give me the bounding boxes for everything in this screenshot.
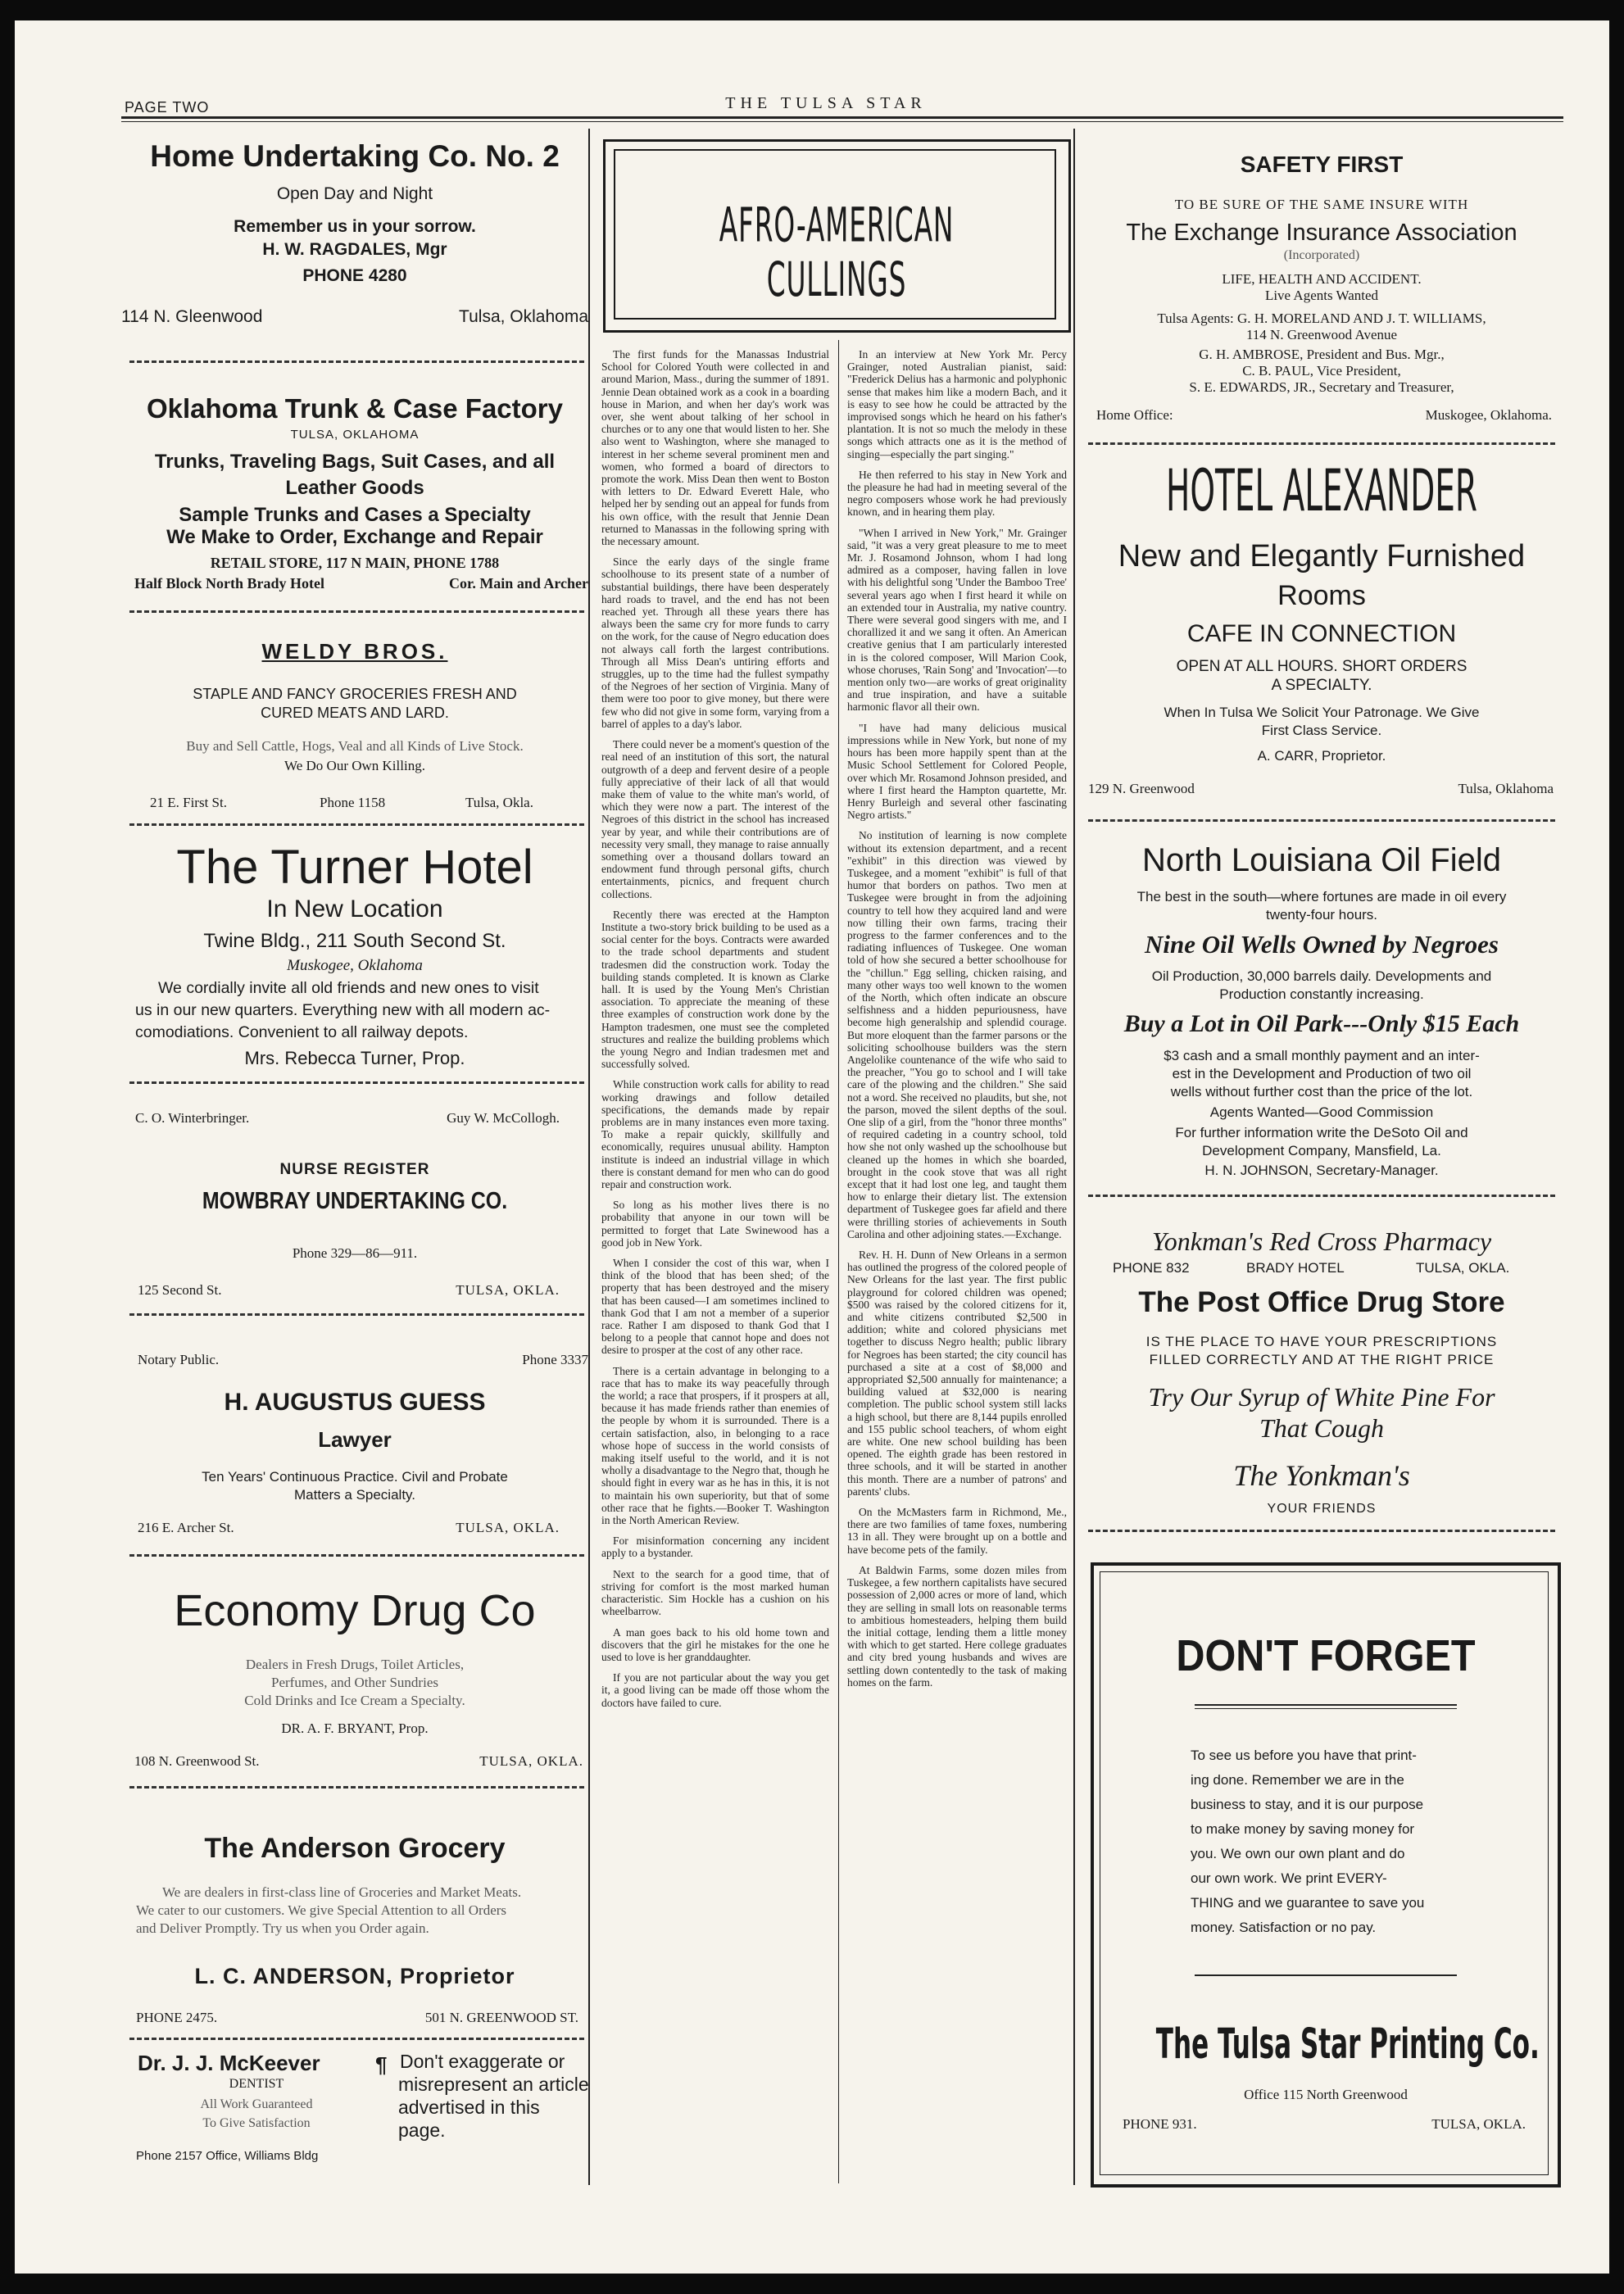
ad-text: Dealers in Fresh Drugs, Toilet Articles, — [245, 1657, 465, 1672]
ad-text: The Yonkman's — [1233, 1459, 1410, 1492]
ad-text: Phone 3337 — [522, 1352, 588, 1367]
ad-title: The Anderson Grocery — [204, 1833, 506, 1864]
ad-text: Cor. Main and Archer — [448, 575, 588, 592]
ad-text: money. Satisfaction or no pay. — [1191, 1920, 1377, 1935]
ad-text: H. N. JOHNSON, Secretary-Manager. — [1204, 1163, 1439, 1178]
ad-text: New and Elegantly Furnished — [1118, 539, 1526, 574]
ad-rule — [1195, 1704, 1457, 1706]
ad-text: Twine Bldg., 211 South Second St. — [203, 930, 506, 952]
ad-text: Agents Wanted—Good Commission — [1209, 1104, 1434, 1120]
article-paragraph: When I consider the cost of this war, when I think of the blood that has been shed; of the property that has been destroyed and the misery that has been caused—I am sometimes inclined to thank God that I am not a member of a superior race. Rather I am disposed to thank God that I belong to a people that cannot hope and does not desire to prosper at the cost of any other race. — [601, 1257, 829, 1357]
ad-title: HOTEL ALEXANDER — [1165, 457, 1478, 524]
ad-address: 125 Second St. — [138, 1282, 222, 1298]
article-paragraph: There is a certain advantage in belonging to a race that has to make its way peacefully through the world; a race that prospers, if it prospers at all, because it has made friends rather than enemies of the people by whom it is surrounded. There is a certain satisfaction, also, in belonging to a race whose hope of success in the world consists of making itself useful to the world, and it is not wholly a disadvantage to the Negro that, though he should fight in every war as he has in this, it is not to maintain his own superiority, but that of some other race that he fights.—Booker T. Washington in the North American Review. — [601, 1364, 829, 1527]
ad-text: Oil Production, 30,000 barrels daily. Developments and — [1151, 968, 1492, 984]
article-paragraph: Since the early days of the single frame schoolhouse to its present state of a number of substantial buildings, there have been desperately hard roads to travel, and the end has not been reached yet. Through all these years there has always been the same cry for more funds to carry on the work, for the cause of Negro education does not always call forth the largest contributions. Through all Miss Dean's untiring efforts and struggles, up to the time had the fullest sympathy of the Negroes of her section of Virginia. Many of them were too poor to give money, but there were few who did not give in some form, varying from a barrel of apples to a day's labor. — [601, 555, 829, 730]
page-number: PAGE TWO — [125, 99, 210, 116]
ad-text: When In Tulsa We Solicit Your Patronage. We Give — [1164, 705, 1480, 720]
cullings-title: AFRO-AMERICAN CULLINGS — [719, 198, 955, 308]
ad-title: Oklahoma Trunk & Case Factory — [146, 393, 563, 424]
ad-title: Dr. J. J. McKeever — [138, 2051, 320, 2075]
ad-text: We Make to Order, Exchange and Repair — [166, 526, 543, 548]
ad-text: Live Agents Wanted — [1264, 288, 1379, 303]
ad-phone: Phone 329—86—911. — [292, 1245, 418, 1261]
article-paragraph: Recently there was erected at the Hampton Institute a two-story brick building to be used as a social center for the boys. Contracts were awarded to the trade school departments and student tradesmen did the construction work. Today the building stands completed. It is known as Clarke hall. It is used by the Young Men's Christian association. To appreciate the meaning of these three examples of construction work done by the Hampton tradesmen, one must see the completed structures and realize the building problems which the young Negro and Indian tradesmen met and successfully solved. — [601, 908, 829, 1071]
ad-text: our own work. We print EVERY- — [1191, 1870, 1387, 1886]
ad-text: That Cough — [1259, 1413, 1385, 1443]
ad-address: 114 N. Gleenwood — [121, 307, 263, 326]
divider — [129, 1081, 584, 1084]
ad-text: Office 115 North Greenwood — [1244, 2087, 1408, 2102]
ad-rule — [1195, 1974, 1457, 1976]
ad-text: Muskogee, Oklahoma — [287, 957, 423, 974]
ad-city: Muskogee, Oklahoma. — [1425, 407, 1552, 423]
ad-text: BRADY HOTEL — [1246, 1260, 1345, 1276]
divider — [1088, 819, 1555, 822]
ad-footer — [1096, 407, 1552, 424]
ad-title: Economy Drug Co — [174, 1586, 536, 1635]
article-paragraph: There could never be a moment's question of the real need of an institution of this sort, the natural outgrowth of a deep and fervent desire of a people fully appreciative of their lack of all that would make them of value to the white man's world, of which they were now a part. The interest of the Negroes of this district in the school has increased year by year, and while their contributions are of necessity very small, they manage to raise annually something over a thousand dollars toward an endowment fund through personal gifts, church entertainments, picnics, and frequent church collections. — [601, 738, 829, 900]
ad-footer — [134, 1753, 583, 1770]
divider — [129, 1313, 584, 1316]
article-paragraph: "When I arrived in New York," Mr. Grainger said, "it was a very great pleasure to me to meet Mr. J. Rosamond Johnson, whom I had long admired as a composer, having fallen in love with his delightful song 'Under the Bamboo Tree' several years ago when I first heard it while on an extended tour in Australia, my native country. There were several good singers with me, and I chorallized it and we sang it often. An American creative genius that I am particularly interested in is the colored composer, Will Marion Cook, whose choruses, 'Rain Song' and 'Invocation'—to mention only two—are works of great originality and true inspiration, and have a suitable harmonic flavor all their own. — [847, 526, 1067, 714]
ad-text: and Deliver Promptly. Try us when you Order again. — [136, 1920, 429, 1936]
ad-text: page. — [398, 2119, 446, 2141]
ad-phone: Phone 1158 — [320, 795, 386, 810]
ad-text: THING and we guarantee to save you — [1191, 1895, 1425, 1911]
ad-header — [138, 1352, 588, 1368]
article-paragraph: Rev. H. H. Dunn of New Orleans in a sermon has outlined the progress of the colored people of New Orleans for the last year. The first public playground for colored children was opened; $500 was raised by the colored citizens for it, and white citizens contributed $2,500 in addition; white and colored physicians met together to discuss Negro health; public library for Negroes has been started; the city council has purchased a site at a cost of $8,000 and appropriated $2,500 annually for maintenance; a building valued at $32,000 is nearing completion. The public school system still lacks a high school, but there are 8,144 pupils enrolled and 155 public school teachers, of whom eight are white. One new school building has been opened. The eighth grade has been restored in three schools, and it will be started in another this month. There are a number of patrons' and parents' clubs. — [847, 1249, 1067, 1498]
article-paragraph: He then referred to his stay in New York and the pleasure he had had in meeting several of the negro composers whose work he had previously known, and in hearing them play. — [847, 468, 1067, 519]
article-paragraph: A man goes back to his old home town and discovers that the girl he mistakes for the one he used to love is her granddaughter. — [601, 1625, 829, 1663]
ad-address: 129 N. Greenwood — [1088, 781, 1195, 796]
ad-text: misrepresent an article — [398, 2074, 589, 2095]
ad-text: Perfumes, and Other Sundries — [271, 1675, 438, 1690]
ad-text: Sample Trunks and Cases a Specialty — [179, 504, 531, 526]
ad-title: SAFETY FIRST — [1240, 152, 1404, 177]
ad-text: business to stay, and it is our purpose — [1191, 1797, 1424, 1812]
ad-text: Don't exaggerate or — [400, 2051, 565, 2072]
ad-text: The Tulsa Star Printing Co. — [1155, 2020, 1540, 2068]
ad-text: We are dealers in first-class line of Groceries and Market Meats. — [162, 1884, 522, 1900]
ad-text: TULSA, OKLAHOMA — [290, 428, 420, 442]
ad-text: ing done. Remember we are in the — [1191, 1772, 1404, 1788]
ad-text: To Give Satisfaction — [202, 2116, 311, 2130]
ad-text: Cold Drinks and Ice Cream a Specialty. — [244, 1693, 465, 1708]
ad-text: L. C. ANDERSON, Proprietor — [194, 1964, 515, 1988]
ad-text: CURED MEATS AND LARD. — [261, 705, 449, 721]
ad-text: Ten Years' Continuous Practice. Civil and Probate — [202, 1469, 508, 1485]
ad-text: RETAIL STORE, 117 N MAIN, PHONE 1788 — [210, 555, 500, 571]
ad-text: First Class Service. — [1261, 723, 1382, 738]
ad-text: IS THE PLACE TO HAVE YOUR PRESCRIPTIONS — [1145, 1334, 1498, 1349]
ad-text: All Work Guaranteed — [200, 2097, 313, 2111]
ad-title: North Louisiana Oil Field — [1142, 842, 1501, 878]
ad-text: A SPECIALTY. — [1271, 677, 1372, 694]
divider — [129, 1554, 584, 1557]
ad-text: Lawyer — [318, 1427, 392, 1452]
ad-text: CAFE IN CONNECTION — [1186, 620, 1457, 647]
ad-footer — [1123, 2116, 1526, 2133]
article-paragraph: "I have had many delicious musical impressions while in New York, but none of my hours has been more happily spent than at the Music School Settlement for Colored People, over which Mr. Rosamond Johnson presided, and where I first heard the Hampton quartette, Mr. Henry Burleigh and several other fascinating Negro artists." — [847, 721, 1067, 822]
ad-text: Production constantly increasing. — [1219, 986, 1424, 1002]
ad-text: Open Day and Night — [276, 184, 433, 203]
column-rule-2 — [838, 340, 839, 2183]
ad-text: YOUR FRIENDS — [1267, 1502, 1377, 1516]
divider — [129, 823, 584, 826]
ad-text: STAPLE AND FANCY GROCERIES FRESH AND — [193, 686, 517, 702]
ad-address: 21 E. First St. — [150, 795, 227, 810]
ad-text: The Exchange Insurance Association — [1126, 220, 1517, 246]
ad-text: LIFE, HEALTH AND ACCIDENT. — [1222, 271, 1422, 287]
ad-phone: PHONE 4280 — [302, 266, 407, 285]
ad-text: $3 cash and a small monthly payment and an inter- — [1164, 1048, 1480, 1063]
article-paragraph: While construction work calls for ability to read working drawings and follow detailed specifications, the demands made by repair problems are in many instances even more taxing. To make a repair quickly, skillfully and economically, requires unusual ability. Hampton institute is indeed an industrial village in which there is constant demand for men who can do good repair and construction work. — [601, 1078, 829, 1190]
ad-phone: PHONE 2475. — [136, 2010, 218, 2025]
ad-title: DON'T FORGET — [1176, 1631, 1476, 1680]
ad-text: twenty-four hours. — [1265, 907, 1378, 923]
ad-text: Home Office: — [1096, 407, 1173, 423]
ad-text: Guy W. McCollogh. — [447, 1110, 560, 1126]
ad-city: Tulsa, Oklahoma — [1458, 781, 1554, 796]
divider — [1088, 442, 1555, 445]
ad-city: TULSA, OKLA. — [456, 1282, 560, 1298]
article-paragraph: No institution of learning is now complete without its extension department, and a recent "exhibit" in this direction was viewed by Tuskegee, and a moment "exhibit" is full of that humor that borders on pathos. Two men at Tuskegee were brought in from the adjoining country to tell how they acquired land and were now tilling their own farms, tracing their progress to the farmer conferences and to the radiating influences of Tuskegee. One woman told of how she secured a better schoolhouse for the "chillun." Egg selling, chicken raising, and many other ways too well known to the women of the North, which often indicate an obscure selfishness and a hidden pepuriousness, have become high generalship and splendid courage. But more eloquent than the farmer parsons or the soliciting schoolhouse builders was the stern Angelolike countenance of the wife who said to the preacher, "You go to school and I will take care of the plowing and the children." She said not a word. She received no plaudits, but she, not the parson, moved the silent depths of the soul. One slip of a girl, from the "honor three months" of required cadeting in a country school, told how she not only washed up the schoolhouse but cleaned up the homes in which she boarded, brought in the cook stove that was all right except that it had lost one leg, and taught them how to enlarge their dietary list. The extension department of Tuskegee goes far afield and there were thrilling stories of achievements in South Carolina and other adjoining states.—Exchange. — [847, 829, 1067, 1240]
ad-text: Notary Public. — [138, 1352, 220, 1367]
ad-title: Yonkman's Red Cross Pharmacy — [1151, 1226, 1492, 1256]
pilcrow-icon: ¶ — [375, 2052, 388, 2077]
ad-text: wells without further cost than the price of the lot. — [1170, 1084, 1473, 1099]
ad-address: 216 E. Archer St. — [138, 1520, 234, 1535]
masthead-rule — [121, 116, 1563, 119]
ad-text: We Do Our Own Killing. — [284, 758, 425, 773]
ad-title: WELDY BROS. — [261, 639, 448, 664]
ad-text: Remember us in your sorrow. — [234, 217, 476, 236]
ad-text: FILLED CORRECTLY AND AT THE RIGHT PRICE — [1149, 1352, 1495, 1367]
article-paragraph: The first funds for the Manassas Industrial School for Colored Youth were collected in and around Marion, Mass., during the summer of 1891. Jennie Dean obtained work as a cook in a boarding house in Marion, and when her day's work was over, she went about talking of her school in churches or to any one that would listen to her. She also went to Washington, where she managed to interest in her scheme several prominent men and women, who formed a board of directors to promote the work. Miss Dean then went to Boston with letters to Dr. Edward Everett Hale, who helped her by sending out an appeal for funds from his own office, with the result that Jennie Dean returned to Manassas in the following spring with the necessary amount. — [601, 348, 829, 548]
ad-text: us in our new quarters. Everything new with all modern ac- — [135, 1001, 551, 1019]
paper-name: THE TULSA STAR — [725, 94, 927, 112]
article-paragraph: At Baldwin Farms, some dozen miles from Tuskegee, a few northern capitalists have secured possession of 2,000 acres or more of land, which they are selling in small lots on reasonable terms to ambitious homesteaders, helping them build the initial cottage, lending them a little money with which to get started. Here college graduates and city bred young husbands and wives are settling down contentedly to the task of making homes on the farm. — [847, 1563, 1067, 1689]
ad-text: C. B. PAUL, Vice President, — [1242, 363, 1401, 379]
article-paragraph: So long as his mother lives there is no probability that anyone in our town will be permitted to forget that Late Swinewood has a good job in New York. — [601, 1199, 829, 1249]
ad-text: Matters a Specialty. — [293, 1487, 416, 1503]
ad-header — [135, 1110, 560, 1127]
ad-city: TULSA, OKLA. — [456, 1520, 560, 1535]
ad-text: In New Location — [266, 895, 443, 923]
ad-text: To see us before you have that print- — [1191, 1748, 1417, 1763]
divider — [129, 2038, 584, 2040]
ad-title: H. AUGUSTUS GUESS — [224, 1389, 486, 1416]
ad-text: A. CARR, Proprietor. — [1257, 748, 1386, 764]
article-paragraph: For misinformation concerning any incident apply to a bystander. — [601, 1535, 829, 1560]
ad-city: TULSA, OKLA. — [1416, 1260, 1510, 1276]
ad-text: Mrs. Rebecca Turner, Prop. — [244, 1048, 465, 1068]
cullings-column-1 — [601, 348, 829, 2179]
ad-text: Trunks, Traveling Bags, Suit Cases, and all — [154, 451, 556, 473]
ad-text: est in the Development and Production of two oil — [1172, 1066, 1472, 1081]
article-paragraph: If you are not particular about the way you get it, a good living can be made off those whom the doctors have failed to cure. — [601, 1671, 829, 1709]
ad-title: The Turner Hotel — [176, 841, 533, 894]
ad-text: Buy and Sell Cattle, Hogs, Veal and all Kinds of Live Stock. — [186, 738, 524, 754]
ad-footer — [121, 307, 588, 327]
ad-text: C. O. Winterbringer. — [135, 1110, 250, 1126]
ad-footer — [136, 2010, 578, 2026]
cullings-column-2 — [847, 348, 1067, 2179]
ad-footer — [138, 1282, 560, 1299]
ad-address: 501 N. GREENWOOD ST. — [424, 2010, 578, 2025]
ad-text: For further information write the DeSoto Oil and — [1175, 1125, 1468, 1140]
ad-text: comodiations. Convenient to all railway depots. — [135, 1023, 469, 1041]
ad-text: NURSE REGISTER — [279, 1161, 430, 1178]
ad-text: Buy a Lot in Oil Park---Only $15 Each — [1123, 1010, 1520, 1037]
ad-text: Rooms — [1277, 580, 1366, 611]
ad-text: TO BE SURE OF THE SAME INSURE WITH — [1174, 197, 1469, 212]
ad-text: to make money by saving money for — [1191, 1821, 1415, 1837]
article-paragraph: On the McMasters farm in Richmond, Me., there are two families of tame foxes, numbering 13 in all. They were brought up on a bottle and have become pets of the family. — [847, 1506, 1067, 1556]
ad-text: Leather Goods — [285, 477, 424, 499]
ad-text: Nine Oil Wells Owned by Negroes — [1145, 930, 1499, 959]
newspaper-page — [15, 20, 1609, 2274]
ad-phone: PHONE 832 — [1113, 1260, 1190, 1276]
ad-footer — [134, 575, 588, 592]
ad-footer — [1088, 781, 1554, 797]
ad-text: We cordially invite all old friends and new ones to visit — [158, 979, 539, 997]
ad-text: 114 N. Greenwood Avenue — [1245, 327, 1398, 342]
ad-text: The Post Office Drug Store — [1138, 1286, 1505, 1318]
ad-text: DENTIST — [229, 2077, 284, 2091]
divider — [1088, 1195, 1555, 1197]
ad-text: DR. A. F. BRYANT, Prop. — [281, 1720, 429, 1736]
ad-text: advertised in this — [398, 2097, 540, 2118]
article-paragraph: In an interview at New York Mr. Percy Grainger, noted Australian pianist, said: "Frederick Delius has a harmonic and polyphonic sense that makes him like a modern Bach, and it is easy to see how he could be attracted by the improvised songs which he heard on his father's plantation. It is not so much the melody in these songs which attracts one as it is the method of singing—especially the part singing." — [847, 348, 1067, 460]
ad-text: Tulsa Agents: G. H. MORELAND AND J. T. WILLIAMS, — [1157, 311, 1486, 326]
ad-text: Half Block North Brady Hotel — [134, 575, 324, 592]
ad-city: TULSA, OKLA. — [479, 1753, 583, 1769]
ad-title: Home Undertaking Co. No. 2 — [150, 139, 560, 173]
ad-text: you. We own our own plant and do — [1191, 1846, 1405, 1861]
ad-city: Tulsa, Okla. — [465, 795, 533, 810]
divider — [129, 1786, 584, 1789]
ad-footer — [138, 1520, 560, 1536]
divider — [129, 610, 584, 613]
ad-city: TULSA, OKLA. — [1431, 2116, 1526, 2132]
ad-text: H. W. RAGDALES, Mgr — [262, 240, 447, 259]
masthead-rule-thin — [121, 121, 1563, 122]
ad-city: Tulsa, Oklahoma — [459, 307, 588, 326]
ad-title: MOWBRAY UNDERTAKING CO. — [202, 1188, 508, 1214]
column-rule-1 — [588, 129, 590, 2185]
ad-text: S. E. EDWARDS, JR., Secretary and Treasurer, — [1189, 379, 1454, 395]
ad-text: Try Our Syrup of White Pine For — [1148, 1382, 1495, 1412]
ad-address: 108 N. Greenwood St. — [134, 1753, 260, 1769]
ad-text: The best in the south—where fortunes are made in oil every — [1136, 889, 1507, 904]
ad-rule — [1195, 1708, 1457, 1709]
ad-text: OPEN AT ALL HOURS. SHORT ORDERS — [1176, 658, 1467, 675]
ad-text: Development Company, Mansfield, La. — [1202, 1143, 1441, 1158]
column-rule-3 — [1073, 129, 1075, 2185]
ad-text: We cater to our customers. We give Special Attention to all Orders — [136, 1902, 507, 1918]
ad-text: G. H. AMBROSE, President and Bus. Mgr., — [1199, 347, 1445, 362]
ad-text: Phone 2157 Office, Williams Bldg — [136, 2149, 319, 2163]
ad-text: (Incorporated) — [1283, 248, 1360, 262]
ad-phone: PHONE 931. — [1123, 2116, 1197, 2132]
divider — [129, 360, 584, 363]
divider — [1088, 1530, 1555, 1532]
article-paragraph: Next to the search for a good time, that of striving for comfort is the most marked human characteristic. Sim Hockle has a cushion on his wheelbarrow. — [601, 1567, 829, 1618]
